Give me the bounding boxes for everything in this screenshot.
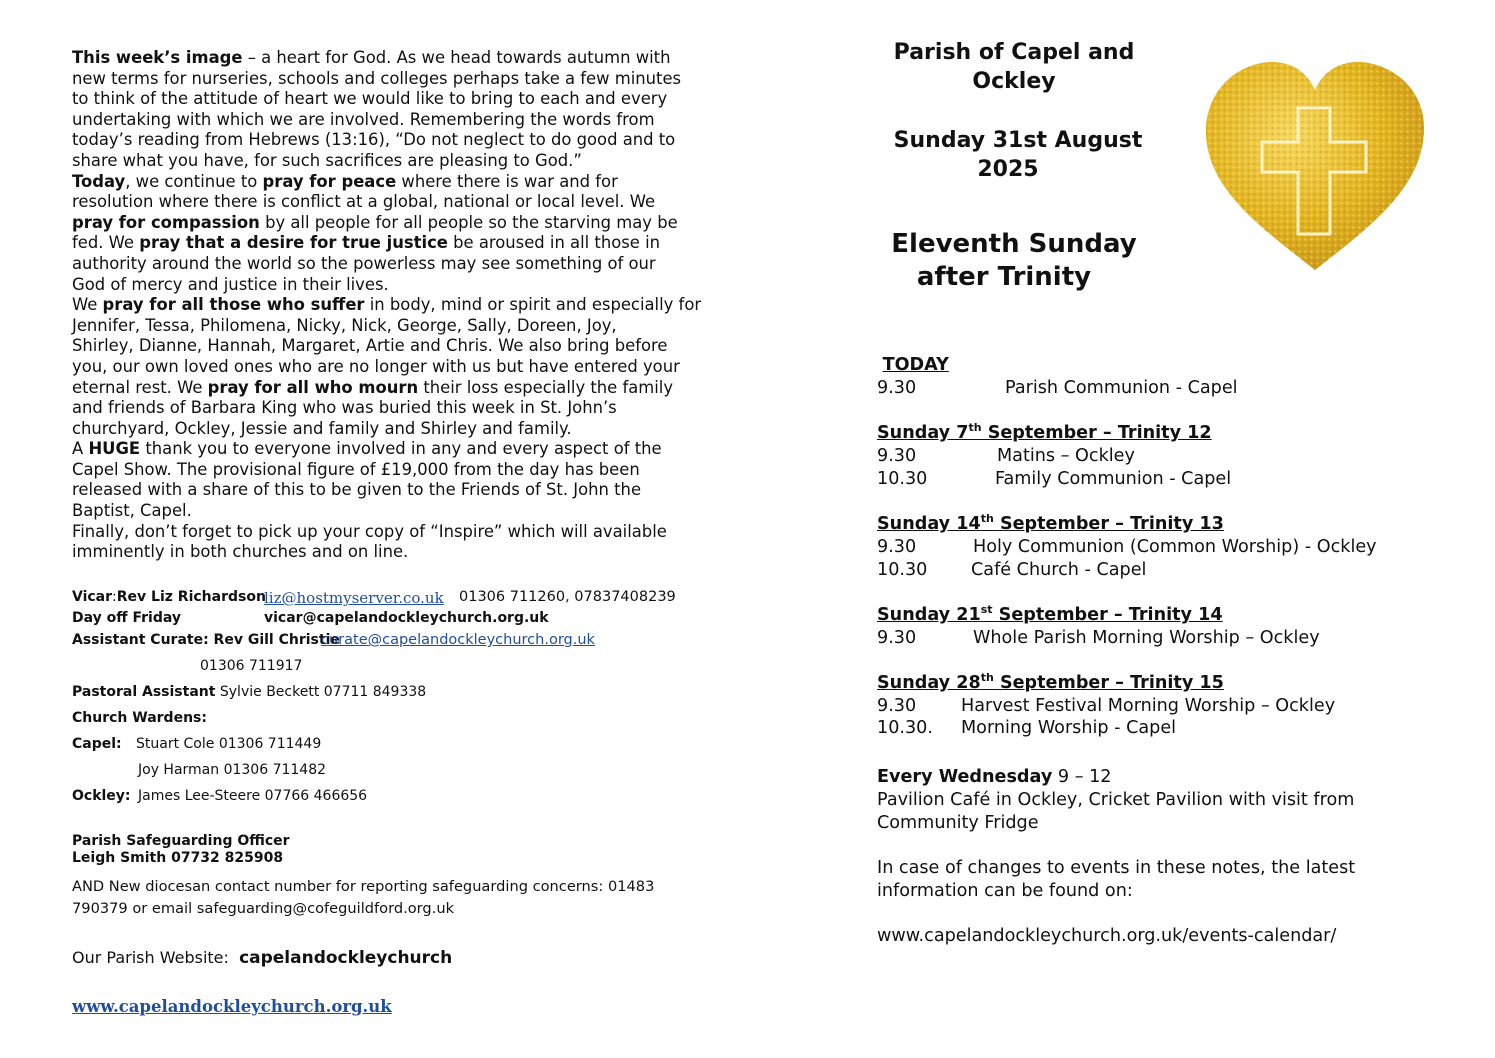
notes-text: to think of the attitude of heart we would like to bring to each and every bbox=[72, 89, 668, 109]
schedule-event: Parish Communion - Capel bbox=[1005, 378, 1238, 398]
parish-name-line-2: Ockley bbox=[972, 69, 1056, 94]
notes-line bbox=[72, 398, 684, 419]
schedule-event: Morning Worship - Capel bbox=[961, 718, 1177, 738]
notes-text: you, our own loved ones who are no longer with us but have entered your bbox=[72, 356, 680, 376]
schedule-event: Whole Parish Morning Worship – Ockley bbox=[973, 628, 1320, 648]
ockley-label: Ockley: bbox=[72, 788, 131, 804]
schedule-time: 9.30 bbox=[877, 378, 917, 398]
schedule-row bbox=[877, 695, 1335, 718]
sunday-21-heading bbox=[877, 604, 1223, 627]
schedule-event: Café Church - Capel bbox=[971, 560, 1147, 580]
heading-part: September – Trinity 12 bbox=[981, 423, 1212, 443]
vicar-name: Rev Liz Richardson bbox=[116, 589, 266, 605]
notes-text: new terms for nurseries, schools and colleges perhaps take a few minutes bbox=[72, 68, 682, 88]
notes-emphasis: pray for peace bbox=[262, 171, 397, 191]
vicar-email-link[interactable]: liz@hostmyserver.co.uk bbox=[264, 589, 444, 607]
notes-text: resolution where there is conflict at a global, national or local level. We bbox=[72, 192, 656, 212]
schedule-row bbox=[877, 627, 1320, 650]
notes-line bbox=[72, 336, 684, 357]
parish-name bbox=[880, 38, 1148, 96]
notes-line bbox=[72, 542, 684, 563]
notes-text: by all people for all people so the starving may be bbox=[259, 212, 678, 232]
notes-line bbox=[72, 480, 684, 501]
notes-line bbox=[72, 439, 684, 460]
sunday-28-heading bbox=[877, 672, 1224, 695]
heart-cross-icon bbox=[1202, 58, 1428, 272]
notes-line bbox=[72, 89, 684, 110]
notes-emphasis: pray that a desire for true justice bbox=[139, 233, 448, 253]
schedule-row bbox=[877, 559, 1146, 582]
curate-email-link[interactable]: curate@capelandockleychurch.org.uk bbox=[321, 632, 595, 648]
schedule-event: Harvest Festival Morning Worship – Ockley bbox=[961, 696, 1336, 716]
vicar-colon: : bbox=[112, 589, 117, 605]
notes-text: Capel Show. The provisional figure of £19,000 from the day has been bbox=[72, 459, 640, 479]
safeguarding-officer: Leigh Smith 07732 825908 bbox=[72, 850, 284, 866]
schedule-time: 10.30 bbox=[877, 560, 928, 580]
sunday-7-heading bbox=[877, 422, 1212, 445]
notes-text: today’s reading from Hebrews (13:16), “Do not neglect to do good and to bbox=[72, 130, 676, 150]
notes-line bbox=[72, 295, 702, 316]
notes-line bbox=[72, 419, 684, 440]
capel-warden-2: Joy Harman 01306 711482 bbox=[138, 762, 327, 778]
notes-line bbox=[72, 522, 684, 543]
service-date-line-1: Sunday 31st August bbox=[893, 128, 1143, 153]
notes-line bbox=[72, 501, 684, 522]
heading-ordinal: th bbox=[968, 421, 982, 435]
occasion-line-1: Eleventh Sunday bbox=[891, 229, 1137, 259]
website-line bbox=[72, 948, 452, 968]
pastoral-value: Sylvie Beckett 07711 849338 bbox=[215, 684, 427, 700]
capel-warden-1: Stuart Cole 01306 711449 bbox=[136, 736, 322, 752]
parish-name-line-1: Parish of Capel and bbox=[893, 40, 1135, 65]
wardens-heading: Church Wardens: bbox=[72, 710, 207, 726]
notes-text: where there is war and for bbox=[396, 171, 618, 191]
notes-emphasis: Today bbox=[72, 171, 126, 191]
heading-part: September – Trinity 15 bbox=[993, 673, 1224, 693]
notes-line bbox=[72, 48, 684, 69]
notes-emphasis: This week’s image bbox=[72, 48, 243, 67]
notes-emphasis: HUGE bbox=[88, 439, 141, 459]
heading-ordinal: th bbox=[980, 512, 994, 526]
heading-ordinal: th bbox=[980, 671, 994, 685]
schedule-time: 9.30 bbox=[877, 537, 917, 557]
service-date-line-2: 2025 bbox=[977, 157, 1039, 182]
notes-text: A bbox=[72, 439, 89, 459]
notes-line bbox=[72, 151, 684, 172]
schedule-time: 9.30 bbox=[877, 628, 917, 648]
notes-emphasis: pray for compassion bbox=[72, 212, 260, 232]
notes-line bbox=[72, 378, 684, 399]
notes-line bbox=[72, 172, 684, 193]
notes-text: churchyard, Ockley, Jessie and family and Shirley and family. bbox=[72, 418, 572, 438]
schedule-row bbox=[877, 377, 1238, 400]
changes-note-2: information can be found on: bbox=[877, 881, 1133, 901]
occasion-line-2: after Trinity bbox=[916, 262, 1092, 292]
heading-ordinal: st bbox=[980, 603, 993, 617]
notes-text: , we continue to bbox=[125, 171, 263, 191]
notes-text: Finally, don’t forget to pick up your copy of “Inspire” which will available bbox=[72, 521, 667, 541]
notes-text: – a heart for God. As we head towards autumn with bbox=[242, 48, 671, 67]
schedule-row bbox=[877, 717, 1176, 740]
notes-text: in body, mind or spirit and especially for bbox=[364, 295, 702, 315]
notes-text: eternal rest. We bbox=[72, 377, 208, 397]
notes-text: Jennifer, Tessa, Philomena, Nicky, Nick, George, Sally, Doreen, Joy, bbox=[72, 315, 617, 335]
notes-line bbox=[72, 192, 684, 213]
heading-part: Sunday 28 bbox=[877, 673, 981, 693]
notes-line bbox=[72, 254, 684, 275]
website-name: capelandockleychurch bbox=[239, 948, 453, 968]
notes-line bbox=[72, 213, 684, 234]
notes-text: undertaking with which we are involved. Remembering the words from bbox=[72, 109, 655, 129]
schedule-event: Matins – Ockley bbox=[997, 446, 1135, 466]
schedule-event: Holy Communion (Common Worship) - Ockley bbox=[973, 537, 1377, 557]
notes-line bbox=[72, 357, 684, 378]
notes-text: share what you have, for such sacrifices are pleasing to God.” bbox=[72, 150, 582, 170]
capel-label: Capel: bbox=[72, 736, 122, 752]
heading-part: Sunday 21 bbox=[877, 605, 981, 625]
vicar-phone: 01306 711260, 07837408239 bbox=[459, 589, 676, 605]
vicar-label: Vicar bbox=[72, 589, 113, 605]
website-link[interactable]: www.capelandockleychurch.org.uk bbox=[72, 997, 392, 1016]
schedule-time: 10.30. bbox=[877, 718, 933, 738]
notes-emphasis: pray for all who mourn bbox=[207, 377, 419, 397]
heading-part: Sunday 14 bbox=[877, 514, 981, 534]
service-date bbox=[884, 126, 1152, 184]
notes-line bbox=[72, 110, 684, 131]
schedule-event: Family Communion - Capel bbox=[995, 469, 1232, 489]
safeguarding-title: Parish Safeguarding Officer bbox=[72, 833, 290, 849]
notes-line bbox=[72, 460, 684, 481]
notes-text: be aroused in all those in bbox=[447, 233, 661, 253]
diocesan-contact-line-2: 790379 or email safeguarding@cofeguildford.org.uk bbox=[72, 900, 455, 917]
notes-text: thank you to everyone involved in any and every aspect of the bbox=[140, 439, 662, 459]
day-off-label: Day off Friday bbox=[72, 610, 182, 626]
notes-line bbox=[72, 275, 684, 296]
weekly-description-1: Pavilion Café in Ockley, Cricket Pavilion with visit from bbox=[877, 790, 1355, 810]
changes-note-1: In case of changes to events in these notes, the latest bbox=[877, 858, 1356, 878]
curate-phone: 01306 711917 bbox=[200, 658, 303, 674]
website-label: Our Parish Website: bbox=[72, 948, 229, 967]
weekly-notes bbox=[72, 48, 702, 563]
schedule-time: 9.30 bbox=[877, 446, 917, 466]
notes-text: We bbox=[72, 295, 103, 315]
ockley-warden: James Lee-Steere 07766 466656 bbox=[138, 788, 368, 804]
notes-line bbox=[72, 130, 684, 151]
notes-line bbox=[72, 316, 684, 337]
notes-text: and friends of Barbara King who was buried this week in St. John’s bbox=[72, 398, 617, 418]
notes-text: God of mercy and justice in their lives. bbox=[72, 274, 389, 294]
notes-text: Baptist, Capel. bbox=[72, 501, 192, 521]
occasion-title bbox=[880, 228, 1148, 294]
today-label: TODAY bbox=[882, 355, 949, 375]
notes-line bbox=[72, 233, 684, 254]
weekly-description-2: Community Fridge bbox=[877, 813, 1039, 833]
pastoral-label: Pastoral Assistant bbox=[72, 684, 216, 700]
notes-text: released with a share of this to be given to the Friends of St. John the bbox=[72, 480, 642, 500]
curate-label: Assistant Curate: Rev Gill Christie bbox=[72, 632, 340, 648]
pastoral-assistant bbox=[72, 684, 426, 700]
heading-part: Sunday 7 bbox=[877, 423, 969, 443]
weekly-time: 9 – 12 bbox=[1052, 767, 1112, 787]
notes-text: their loss especially the family bbox=[418, 377, 674, 397]
schedule-time: 10.30 bbox=[877, 469, 928, 489]
notes-line bbox=[72, 69, 684, 90]
today-heading bbox=[877, 354, 949, 377]
notes-text: authority around the world so the powerless may see something of our bbox=[72, 253, 656, 273]
heading-part: September – Trinity 14 bbox=[992, 605, 1223, 625]
notes-text: imminently in both churches and on line. bbox=[72, 542, 409, 562]
notes-text: Shirley, Dianne, Hannah, Margaret, Artie and Chris. We also bring before bbox=[72, 336, 668, 356]
sunday-14-heading bbox=[877, 513, 1224, 536]
weekly-event bbox=[877, 766, 1111, 789]
schedule-row bbox=[877, 536, 1377, 559]
notes-text: fed. We bbox=[72, 233, 140, 253]
schedule-row bbox=[877, 468, 1231, 491]
diocesan-contact-line-1: AND New diocesan contact number for reporting safeguarding concerns: 01483 bbox=[72, 878, 655, 895]
day-off-email: vicar@capelandockleychurch.org.uk bbox=[264, 610, 549, 626]
weekly-label: Every Wednesday bbox=[877, 767, 1053, 787]
vicar-line bbox=[72, 589, 266, 605]
notes-emphasis: pray for all those who suffer bbox=[102, 295, 365, 315]
schedule-time: 9.30 bbox=[877, 696, 917, 716]
events-calendar-url: www.capelandockleychurch.org.uk/events-calendar/ bbox=[877, 926, 1337, 946]
schedule-row bbox=[877, 445, 1135, 468]
heading-part: September – Trinity 13 bbox=[993, 514, 1224, 534]
